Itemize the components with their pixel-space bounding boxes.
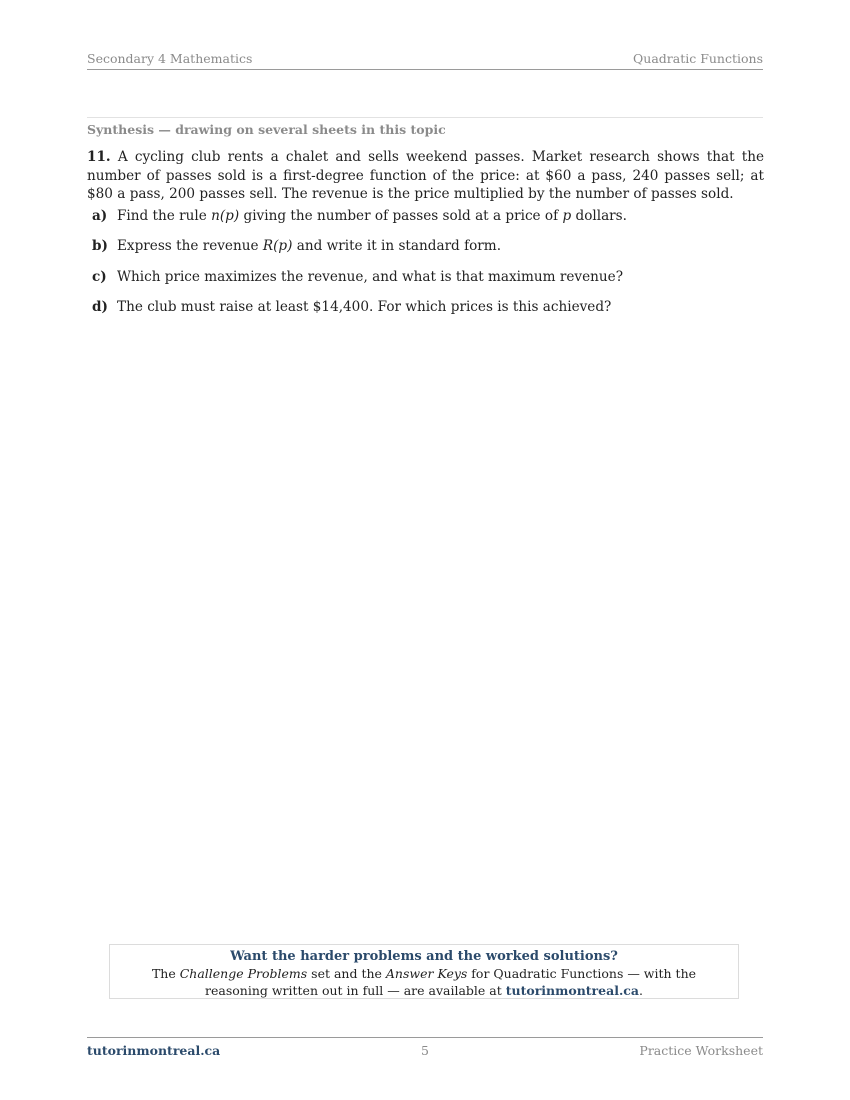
part-c	[92, 269, 764, 299]
page-header	[87, 51, 763, 70]
part-label: a)	[92, 208, 108, 224]
callout-title: Want the harder problems and the worked solutions?	[230, 949, 618, 964]
problem-parts	[92, 208, 764, 329]
problem-number: 11.	[87, 149, 111, 165]
part-text: The club must raise at least $14,400. For which prices is this achieved?	[117, 298, 612, 315]
part-d	[92, 299, 764, 329]
section-divider	[87, 117, 763, 118]
part-a	[92, 208, 764, 238]
footer-doc-type: Practice Worksheet	[639, 1043, 763, 1058]
section-title: Synthesis — drawing on several sheets in this topic	[87, 122, 446, 137]
problem-statement	[87, 148, 764, 204]
part-text: Find the rule n(p) giving the number of passes sold at a price of p dollars.	[117, 208, 627, 224]
footer-site-link[interactable]: tutorinmontreal.ca	[87, 1043, 221, 1058]
part-label: c)	[92, 268, 107, 285]
part-text: Which price maximizes the revenue, and what is that maximum revenue?	[117, 268, 623, 285]
header-topic: Quadratic Functions	[633, 51, 763, 66]
part-label: d)	[92, 298, 108, 315]
page-footer	[87, 1037, 763, 1058]
problem-text: A cycling club rents a chalet and sells weekend passes. Market research shows that the number of passes sold is a first-degree function of the price: at $60 a pass, 240 passes sell; at $80 a pass, 200 passes sell. The revenue is the price multiplied by the number of passes sold.	[87, 149, 764, 202]
part-text: Express the revenue R(p) and write it in standard form.	[117, 238, 502, 255]
header-course: Secondary 4 Mathematics	[87, 51, 253, 66]
callout-body: The Challenge Problems set and the Answer Keys for Quadratic Functions — with the reasoning written out in full — are available at tutorinmontreal.ca.	[151, 966, 697, 998]
solutions-callout	[109, 944, 739, 999]
part-label: b)	[92, 238, 108, 255]
callout-link[interactable]: tutorinmontreal.ca	[505, 983, 640, 998]
part-b	[92, 238, 764, 268]
page-number: 5	[421, 1043, 429, 1058]
